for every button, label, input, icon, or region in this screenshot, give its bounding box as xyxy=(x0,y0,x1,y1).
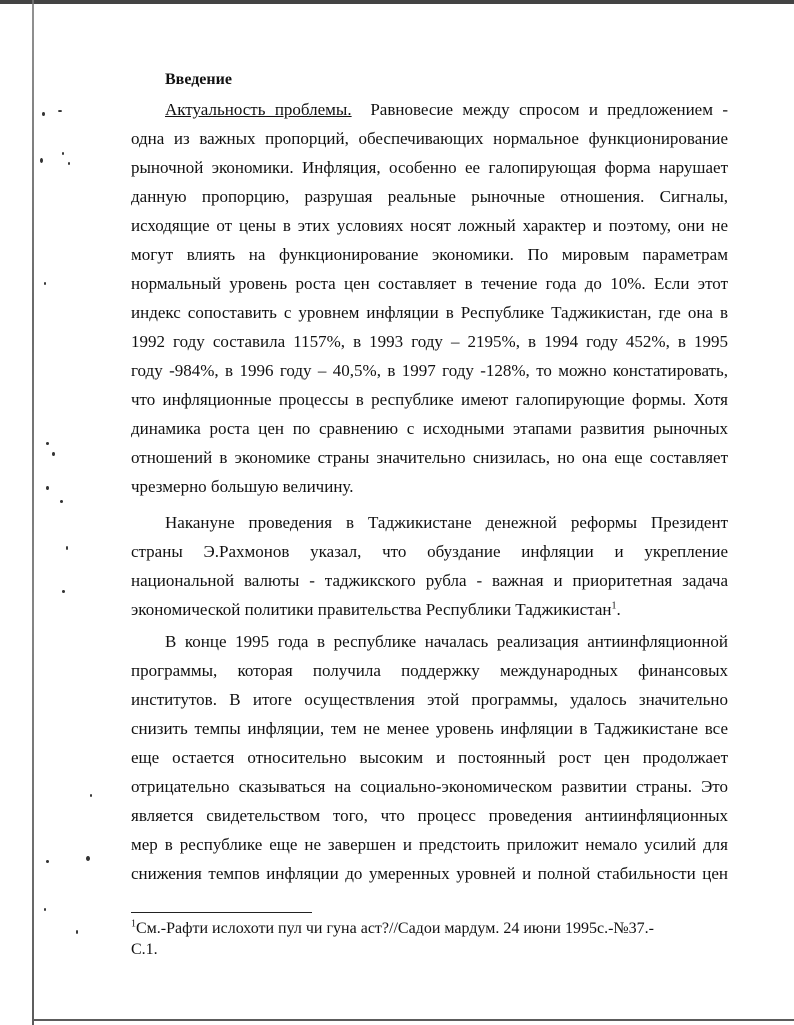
paragraph-line: является свидетельством того, что процесс проведения антиинфляционных xyxy=(131,806,728,825)
paragraph-line: экономической политики правительства Республики Таджикистан$^1$. xyxy=(131,600,621,619)
scan-speck xyxy=(76,930,78,934)
scan-speck xyxy=(66,546,68,550)
paragraph-line: мер в республике еще не завершен и предстоить приложит немало усилий для xyxy=(131,835,728,854)
paragraph-line: чрезмерно большую величину. xyxy=(131,477,354,496)
paragraph-line: В конце 1995 года в республике началась реализация антиинфляционной xyxy=(165,632,728,651)
paragraph-line: что инфляционные процессы в республике имеют галопирующие формы. Хотя xyxy=(131,390,728,409)
scan-speck xyxy=(62,152,64,155)
page-heading: Введение xyxy=(165,71,232,88)
paragraph-line: Накануне проведения в Таджикистане денежной реформы Президент xyxy=(165,513,728,532)
paragraph-line: рыночной экономики. Инфляция, особенно ее галопирующая форма нарушает xyxy=(131,158,728,177)
paragraph-line: динамика роста цен по сравнению с исходными этапами развития рыночных xyxy=(131,419,728,438)
paragraph-line: снизить темпы инфляции, тем не менее уровень инфляции в Таджикистане все xyxy=(131,719,728,738)
scan-speck xyxy=(46,486,49,490)
footnote-line xyxy=(131,918,728,939)
scan-speck xyxy=(52,452,55,456)
paragraph-line: могут влиять на функционирование экономики. По мировым параметрам xyxy=(131,245,728,264)
paragraph-line: одна из важных пропорций, обеспечивающих нормальное функционирование xyxy=(131,129,728,148)
scan-speck xyxy=(40,158,43,163)
scan-top-edge xyxy=(0,0,794,4)
scan-speck xyxy=(90,794,92,797)
scan-speck xyxy=(44,908,46,911)
intro-label: Актуальность проблемы. xyxy=(165,100,352,119)
footnote xyxy=(131,918,728,960)
paragraph-line: исходящие от цены в этих условиях носят ложный характер и поэтому, они не xyxy=(131,216,728,235)
paragraph-line: еще остается относительно высоким и постоянный рост цен продолжает xyxy=(131,748,728,767)
paragraph-line: году -984%, в 1996 году – 40,5%, в 1997 году -128%, то можно констатировать, xyxy=(131,361,728,380)
paragraph-line: Актуальность проблемы. Равновесие между спросом и предложением - xyxy=(165,100,729,119)
footnote-reference: 1 xyxy=(611,600,617,612)
footnote-text: См.-Рафти ислохоти пул чи гуна аст?//Садои мардум. 24 июни 1995с.-№37.- xyxy=(136,920,654,937)
paragraph-line: страны Э.Рахмонов указал, что обуздание инфляции и укрепление xyxy=(131,542,728,561)
scan-speck xyxy=(46,442,49,445)
paragraph-line: 1992 году составила 1157%, в 1993 году – 2195%, в 1994 году 452%, в 1995 xyxy=(131,332,728,351)
paragraph-line: отношений в экономике страны значительно снизилась, но она еще составляет xyxy=(131,448,728,467)
scan-left-edge xyxy=(32,0,34,1025)
scan-speck xyxy=(44,282,46,285)
scan-speck xyxy=(86,856,90,861)
paragraph-line: программы, которая получила поддержку международных финансовых xyxy=(131,661,728,680)
scan-speck xyxy=(60,500,63,503)
scan-bottom-edge xyxy=(34,1019,794,1021)
paragraph-line: институтов. В итоге осуществления этой программы, удалось значительно xyxy=(131,690,728,709)
paragraph-line: индекс сопоставить с уровнем инфляции в Республике Таджикистан, где она в xyxy=(131,303,728,322)
paragraph-line: данную пропорцию, разрушая реальные рыночные отношения. Сигналы, xyxy=(131,187,728,206)
footnote-divider xyxy=(131,912,312,913)
paragraph-line: отрицательно сказываться на социально-экономическом развитии страны. Это xyxy=(131,777,728,796)
paragraph-line: национальной валюты - таджикского рубла - важная и приоритетная задача xyxy=(131,571,728,590)
scan-speck xyxy=(68,162,70,165)
paragraph-line: снижения темпов инфляции до умеренных уровней и полной стабильности цен xyxy=(131,864,728,883)
footnote-line: С.1. xyxy=(131,941,158,958)
scan-speck xyxy=(42,112,45,116)
scan-speck xyxy=(62,590,65,593)
footnote-mark: 1 xyxy=(131,918,136,930)
scan-speck xyxy=(58,110,62,112)
paragraph-line: нормальный уровень роста цен составляет в течение года до 10%. Если этот xyxy=(131,274,728,293)
scan-speck xyxy=(46,860,49,863)
